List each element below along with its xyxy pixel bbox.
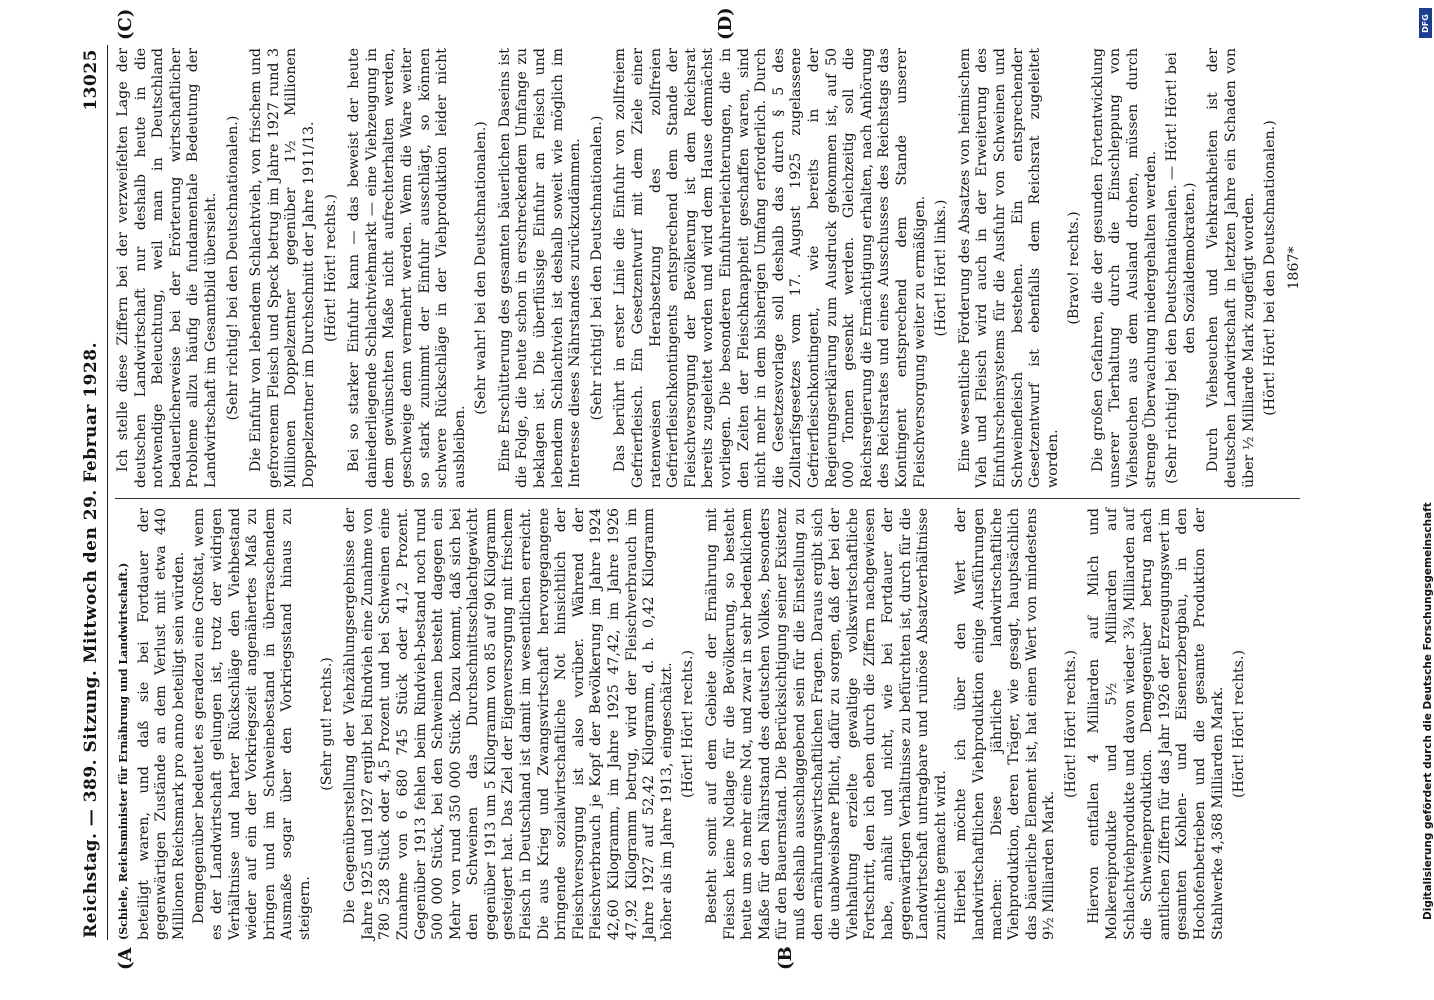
paragraph: beteiligt waren, und daß sie bei Fortdauer der gegenwärtigen Zustände an dem Verlust mit etwa 440 Millionen Reichsmark pro anno beteiligt sein würden. [135, 508, 187, 940]
interjection: (Hört! Hört! bei den Deutschnationalen.) [1262, 120, 1279, 416]
digitization-note-text: Digitalisierung gefördert durch die Deutsche Forschungsgemeinschaft [1422, 502, 1434, 920]
interjection: (Hört! Hört! rechts.) [680, 649, 697, 799]
column-divider [115, 498, 1300, 499]
signature-mark: 1867* [1285, 246, 1302, 290]
margin-letter-d: (D) [715, 7, 736, 40]
interjection: (Sehr wahr! bei den Deutschnationalen.) [473, 121, 490, 415]
columns [115, 45, 1300, 940]
interjection: (Hört! Hört! rechts.) [1062, 649, 1079, 799]
running-head [75, 45, 108, 940]
left-column [115, 508, 1300, 940]
interjection: (Sehr gut! rechts.) [318, 657, 335, 791]
digitization-note [1420, 20, 1434, 980]
running-head-title: Reichstag. — 389. Sitzung. Mittwoch den 29. Februar 1928. [81, 341, 101, 938]
paragraph: Ich stelle diese Ziffern bei der verzweifelten Lage der deutschen Landwirtschaft nur deshalb heute in die notwendige Beleuchtung, weil man in Deutschland bedauerlicherweise bei der Erörterung wirtschaftlicher Probleme allzu häufig die fundamentale Bedeutung der Landwirtschaft im Gesamtbild übersieht. [115, 48, 219, 488]
interjection: (Hört! Hört! rechts.) [1231, 649, 1248, 799]
right-column [115, 48, 1300, 488]
paragraph: Bei so starker Einfuhr kann — das beweist der heute daniederliegende Schlachtviehmarkt — eine Viehzeugung in dem gewünschten Maße nicht aufrechterhalten werden, geschweige denn vermehrt werden. Wenn die Ware weiter so stark zunimmt der Einfuhr ausschlägt, so können schwere Rückschläge in der Viehproduktion leider nicht ausbleiben. [346, 48, 468, 488]
page-number: 13025 [81, 49, 101, 111]
paragraph: Eine wesentliche Förderung des Absatzes von heimischem Vieh und Fleisch wird auch in der Erweiterung des Einfuhrscheinsystems für die Ausfuhr von Schweinen und Schweinefleisch bestehen. Ein entsprechender Gesetzentwurf ist ebenfalls dem Reichsrat zugeleitet worden. [956, 48, 1061, 488]
dfg-logo-text: DFG [1421, 13, 1431, 33]
paragraph: Die Gegenüberstellung der Viehzählungsergebnisse der Jahre 1925 und 1927 ergibt bei Rindvieh eine Zunahme von 780 528 Stück oder 4,5 Prozent und bei Schweinen eine Zunahme von 6 680 745 Stück oder 41,2 Prozent. Gegenüber 1913 fehlen beim Rindvieh-bestand noch rund 500 000 Stück, bei den Schweinen besteht dagegen ein Mehr von rund 350 000 Stück. Dazu kommt, daß sich bei den Schweinen das Durchschnittsschlachtgewicht gegenüber 1913 um 5 Kilogramm von 85 auf 90 Kilogramm gesteigert hat. Das Ziel der Eigenversorgung mit frischem Fleisch in Deutschland ist damit im wesentlichen erreicht. Die aus Krieg und Zwangswirtschaft hervorgegangene bringende sozialwirtschaftliche Not hinsichtlich der Fleischversorgung ist also vorüber. Während der Fleischverbrauch je Kopf der Bevölkerung im Jahre 1924 42,60 Kilogramm, im Jahre 1925 47,42, im Jahre 1926 47,92 Kilogramm betrug, wird der Fleischverbrauch im Jahre 1927 auf 52,42 Kilogramm, d. h. 0,42 Kilogramm höher als im Jahre 1913, eingeschätzt. [342, 508, 675, 940]
paragraph: Demgegenüber bedeutet es geradezu eine Großtat, wenn es der Landwirtschaft gelungen ist, trotz der widrigen Verhältnisse und harter Rückschläge den Viehbestand wieder auf ein der Vorkriegszeit angenähertes Maß zu bringen und im Schweinebestand in überraschendem Ausmaße sogar über den Vorkriegsstand hinaus zu steigern. [191, 508, 313, 940]
paragraph: Das berührt in erster Linie die Einfuhr von zollfreiem Gefrierfleisch. Ein Gesetzentwurf mit dem Ziele einer ratenweisen Herabsetzung des zollfreien Gefrierfleischkontingents entsprechend dem Stande der Fleischversorgung der Bevölkerung ist dem Reichsrat bereits zugeleitet worden und wird dem Hause demnächst vorliegen. Die besonderen Einfuhrerleichterungen, die in den Zeiten der Fleischknappheit geschaffen waren, sind nicht mehr in dem bisherigen Umfang erforderlich. Durch die Gesetzesvorlage soll deshalb das durch § 5 des Zolltarifsgesetzes vom 17. August 1925 zugelassene Gefrierfleischkontingent, wie bereits in der Regierungserklärung zum Ausdruck gekommen ist, auf 50 000 Tonnen gesenkt werden. Gleichzeitig soll die Reichsregierung die Ermächtigung erhalten, nach Anhörung des Reichsrates und eines Ausschusses des Reichstags das Kontingent entsprechend dem Stande unserer Fleischversorgung weiter zu ermäßigen. [612, 48, 928, 488]
paragraph: Hiervon entfallen 4 Milliarden auf Milch und Molkereiprodukte und 5½ Milliarden auf Schlachtviehprodukte und davon wieder 3¾ Milliarden auf die Schweineproduktion. Demgegenüber betrug nach amtlichen Ziffern für das Jahr 1926 der Erzeugungswert im gesamten Kohlen- und Eisenerzbergbau, in den Hochofenbetrieben und die gesamte Produktion der Stahlwerke 4,368 Milliarden Mark. [1086, 508, 1226, 940]
paragraph: Hierbei möchte ich über den Wert der landwirtschaftlichen Viehproduktion einige Ausführungen machen: Diese jährliche landwirtschaftliche Viehproduktion, deren Träger, wie gesagt, hauptsächlich das bäuerliche Element ist, hat einen Wert von mindestens 9½ Milliarden Mark. [953, 508, 1058, 940]
paragraph: Durch Viehseuchen und Viehkrankheiten ist der deutschen Landwirtschaft in letzten Jahre ein Schaden von über ½ Milliarde Mark zugefügt worden. [1205, 48, 1257, 488]
interjection: (Bravo! rechts.) [1066, 211, 1083, 325]
paragraph: Die Einfuhr von lebendem Schlachtvieh, von frischem und gefrorenem Fleisch und Speck betrug im Jahre 1927 rund 3 Millionen Doppelzentner gegenüber 1½ Millionen Doppelzentner im Durchschnitt der Jahre 1911/13. [248, 48, 317, 488]
interjection: (Hört! Hört! rechts.) [322, 193, 339, 343]
margin-letter-c: (C) [115, 8, 136, 40]
paragraph: Eine Erschütterung des gesamten bäuerlichen Daseins ist die Folge, die heute schon in erschreckendem Umfange zu beklagen ist. Die überflüssige Einfuhr an Fleisch und lebendem Schlachtvieh ist deshalb soweit wie möglich im Interesse dieses Nährstandes zurückzudämmen. [496, 48, 584, 488]
paragraph: Die großen Gefahren, die der gesunden Fortentwicklung unserer Tierhaltung durch die Einschleppung von Viehseuchen aus dem Ausland drohen, müssen durch strenge Überwachung niedergehalten werden. [1089, 48, 1159, 488]
margin-letter-a: (A [115, 947, 136, 970]
speaker-label: (Schiele, Reichsminister für Ernährung und Landwirtschaft.) [117, 562, 130, 940]
rotated-page [75, 7, 1302, 970]
margin-letter-b: (B [775, 946, 796, 970]
interjection: (Sehr richtig! bei den Deutschnationalen.) [588, 115, 605, 421]
interjection: (Sehr richtig! bei den Deutschnationalen. — Hört! Hört! bei den Sozialdemokraten.) [1164, 52, 1198, 484]
interjection: (Hört! Hört! links.) [933, 199, 950, 337]
paragraph: Besteht somit auf dem Gebiete der Ernährung mit Fleisch keine Notlage für die Bevölkerung, so besteht heute um so mehr eine Not, und zwar in sehr bedenklichem Maße für den Nährstand des deutschen Volkes, besonders für den Bauernstand. Die Berücksichtigung seiner Existenz muß deshalb ausschlaggebend sein für die Einstellung zu den ernährungswirtschaftlichen Fragen. Daraus ergibt sich die unabweisbare Pflicht, dafür zu sorgen, daß der bei der Viehhaltung erzielte gewaltige volkswirtschaftliche Fortschritt, den ich eben durch die Ziffern nachgewiesen habe, anhält und nicht, wie bei Fortdauer der gegenwärtigen Verhältnisse zu befürchten ist, durch für die Landwirtschaft untragbare und ruinöse Absatzverhältnisse zunichte gemacht wird. [704, 508, 949, 940]
interjection: (Sehr richtig! bei den Deutschnationalen.) [224, 115, 241, 421]
